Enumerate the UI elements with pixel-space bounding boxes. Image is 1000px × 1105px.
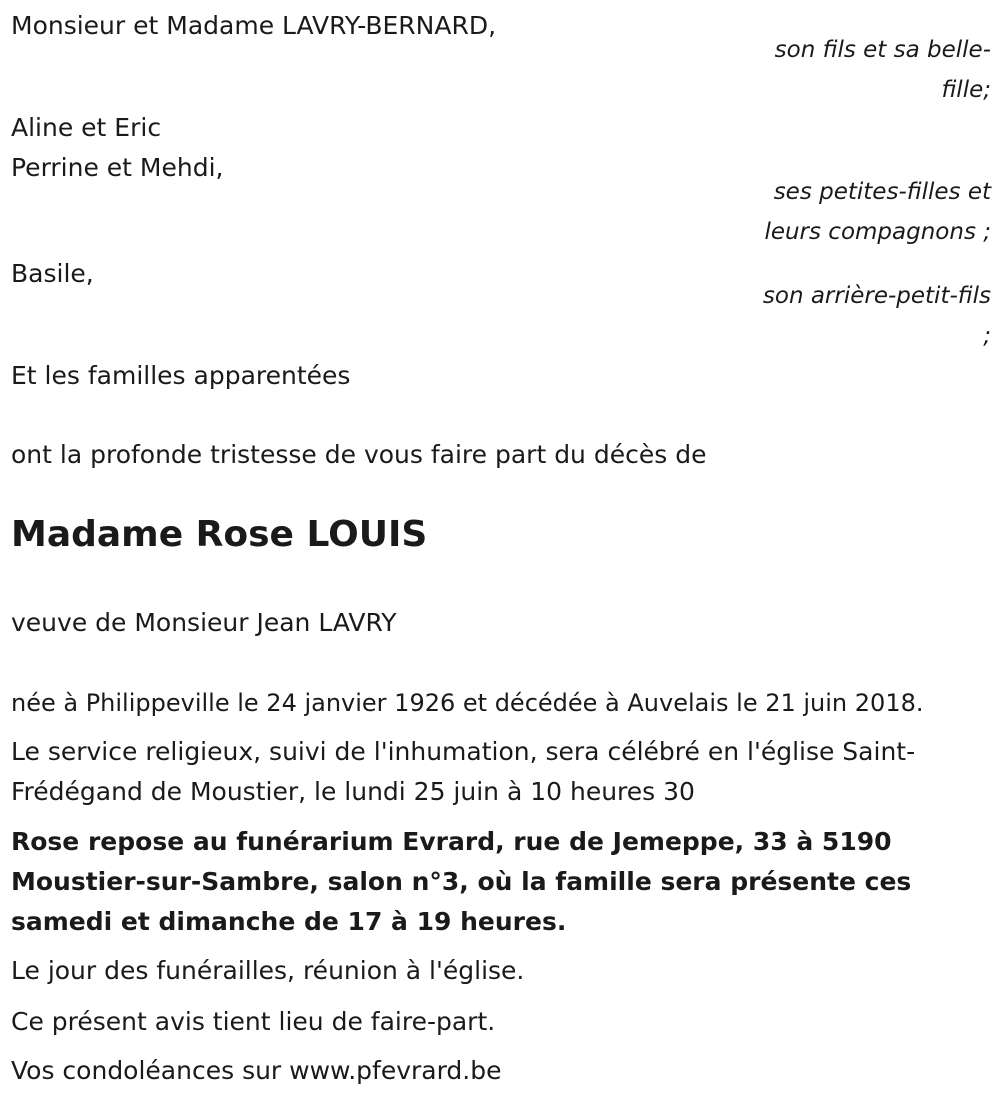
great-grandchild-relation-line-2: ; (983, 323, 991, 349)
condolences-line: Vos condoléances sur www.pfevrard.be (11, 1056, 502, 1085)
son-relation-line-2: fille; (941, 77, 991, 103)
grandchildren-relation-line-1: ses petites-filles et (773, 179, 991, 205)
notice-line: Ce présent avis tient lieu de faire-part. (11, 1007, 496, 1036)
birth-death-line: née à Philippeville le 24 janvier 1926 et décédée à Auvelais le 21 juin 2018. (11, 689, 924, 717)
great-grandchild-relation-line-1: son arrière-petit-fils (762, 283, 991, 309)
son-relation-line-1: son fils et sa belle- (774, 37, 991, 63)
widow-of-line: veuve de Monsieur Jean LAVRY (11, 608, 397, 637)
grandchildren-line-2: Perrine et Mehdi, (11, 153, 224, 182)
son-names: Monsieur et Madame LAVRY-BERNARD, (11, 11, 497, 40)
service-line-2: Frédégand de Moustier, le lundi 25 juin à 10 heures 30 (11, 777, 695, 806)
relatives-line: Et les familles apparentées (11, 361, 351, 390)
grandchildren-relation-line-2: leurs compagnons ; (764, 219, 991, 245)
repose-line-2: Moustier-sur-Sambre, salon n°3, où la famille sera présente ces (11, 867, 912, 896)
funeral-day-line: Le jour des funérailles, réunion à l'église. (11, 956, 525, 985)
service-line-1: Le service religieux, suivi de l'inhumation, sera célébré en l'église Saint- (11, 737, 916, 766)
great-grandchild-name: Basile, (11, 259, 94, 288)
repose-line-1: Rose repose au funérarium Evrard, rue de Jemeppe, 33 à 5190 (11, 827, 892, 856)
deceased-name: Madame Rose LOUIS (11, 514, 428, 555)
repose-line-3: samedi et dimanche de 17 à 19 heures. (11, 907, 567, 936)
grandchildren-line-1: Aline et Eric (11, 113, 162, 142)
announcement-intro: ont la profonde tristesse de vous faire part du décès de (11, 440, 707, 469)
